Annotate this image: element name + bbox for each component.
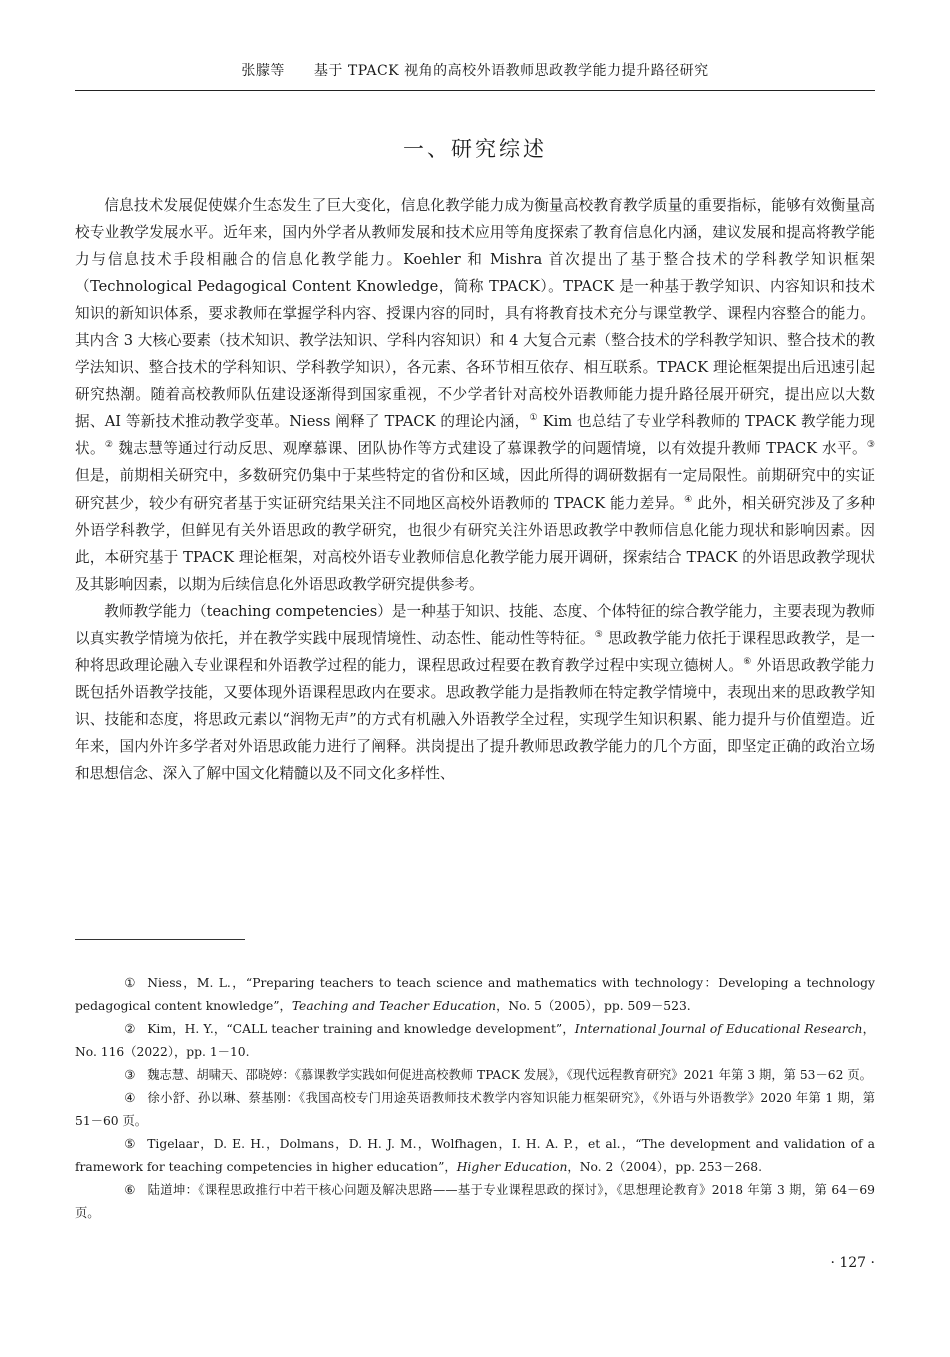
body-text: [75, 192, 875, 787]
text-run: 外语思政教学能力既包括外语教学技能，又要体现外语课程思政内在要求。思政教学能力是指教师在特定教学情境中，表现出来的思政教学知识、技能和态度，将思政元素以“润物无声”的方式有机融入外语教学全过程，实现学生知识积累、能力提升与价值塑造。近年来，国内外许多学者对外语思政能力进行了阐释。洪岗提出了提升教师思政教学能力的几个方面，即坚定正确的政治立场和思想信念、深入了解中国文化精髓以及不同文化多样性、: [75, 656, 875, 782]
footnote-1: [75, 972, 875, 1018]
footnote-6: [75, 1179, 875, 1225]
footnote-4: [75, 1087, 875, 1133]
section-title: 一、研究综述: [403, 137, 547, 161]
text-run: 教师教学能力（teaching competencies）是一种基于知识、技能、态度、个体特征的综合教学能力，主要表现为教师以真实教学情境为依托，并在教学实践中展现情境性、动态性、能动性等特征。: [75, 602, 875, 647]
footnote-rule: [75, 939, 245, 940]
journal-name: International Journal of Educational Research: [574, 1022, 863, 1036]
text-run: 思政教学能力依托于课程思政教学，是一种将思政理论融入专业课程和外语教学过程的能力，课程思政过程要在教育教学过程中实现立德树人。: [75, 629, 875, 674]
footnote-text: ，No. 5（2005），pp. 509－523.: [496, 999, 691, 1013]
text-run: 魏志慧等通过行动反思、观摩慕课、团队协作等方式建设了慕课教学的问题情境，以有效提升教师 TPACK 水平。: [113, 440, 867, 458]
footnote-number: ①: [124, 976, 136, 990]
footnote-number: ⑥: [124, 1183, 136, 1197]
text-run: 此外，相关研究涉及了多种外语学科教学，但鲜见有关外语思政的教学研究，也很少有研究关注外语思政教学中教师信息化能力现状和影响因素。因此，本研究基于 TPACK 理论框架，对高校外语专业教师信息化教学能力展开调研，探索结合 TPACK 的外语思政教学现状及其影响因素，以期为后续信息化外语思政教学研究提供参考。: [75, 494, 876, 593]
footnote-ref[interactable]: ⑤: [594, 629, 604, 640]
footnote-ref[interactable]: ②: [104, 440, 114, 451]
footnote-ref[interactable]: ⑥: [743, 656, 752, 667]
footnote-text: 徐小舒、孙以琳、蔡基刚：《我国高校专门用途英语教师技术教学内容知识能力框架研究》，《外语与外语教学》2020 年第 1 期，第 51－60 页。: [75, 1091, 875, 1128]
footnote-text: Kim，H. Y.，“CALL teacher training and knowledge development”，: [147, 1022, 575, 1036]
footnote-ref[interactable]: ①: [529, 413, 538, 424]
footnote-text: Niess，M. L.，“Preparing teachers to teach science and mathematics with technology：Developing a technology pedagogical content knowledge”，: [75, 976, 875, 1013]
paragraph-2: [75, 598, 875, 787]
journal-name: Teaching and Teacher Education: [291, 999, 497, 1013]
footnote-text: ，No. 116（2022），pp. 1－10.: [75, 1022, 875, 1059]
footnotes: [75, 972, 875, 1225]
journal-name: Higher Education: [456, 1160, 568, 1174]
footnote-text: ，No. 2（2004），pp. 253－268.: [567, 1160, 763, 1174]
footnote-text: 魏志慧、胡啸天、邵晓婷：《慕课教学实践如何促进高校教师 TPACK 发展》，《现代远程教育研究》2021 年第 3 期，第 53－62 页。: [147, 1068, 872, 1082]
footnote-text: Tigelaar，D. E. H.，Dolmans，D. H. J. M.，Wolfhagen，I. H. A. P.，et al.，“The development and validation of a framework for teaching competencies in higher education”，: [75, 1137, 875, 1174]
footnote-ref[interactable]: ④: [684, 494, 693, 505]
page-number: · 127 ·: [830, 1255, 875, 1271]
footnote-number: ②: [124, 1022, 136, 1036]
footnote-5: [75, 1133, 875, 1179]
header-rule: [75, 90, 875, 91]
running-header: 张朦等 基于 TPACK 视角的高校外语教师思政教学能力提升路径研究: [241, 63, 709, 79]
text-run: 但是，前期相关研究中，多数研究仍集中于某些特定的省份和区域，因此所得的调研数据有一定局限性。前期研究中的实证研究甚少，较少有研究者基于实证研究结果关注不同地区高校外语教师的 TPACK 能力差异。: [75, 467, 875, 512]
text-run: 信息技术发展促使媒介生态发生了巨大变化，信息化教学能力成为衡量高校教育教学质量的重要指标，能够有效衡量高校专业教学发展水平。近年来，国内外学者从教师发展和技术应用等角度探索了教育信息化内涵，建议发展和提高将教学能力与信息技术手段相融合的信息化教学能力。Koehler 和 Mishra 首次提出了基于整合技术的学科教学知识框架（Technological Pedagogical Content Knowledge，简称 TPACK）。TPACK 是一种基于教学知识、内容知识和技术知识的新知识体系，要求教师在掌握学科内容、授课内容的同时，具有将教育技术充分与课堂教学、课程内容整合的能力。其内含 3 大核心要素（技术知识、教学法知识、学科内容知识）和 4 大复合元素（整合技术的学科教学知识、整合技术的教学法知识、整合技术的学科知识、学科教学知识），各元素、各环节相互依存、相互联系。TPACK 理论框架提出后迅速引起研究热潮。随着高校教师队伍建设逐渐得到国家重视，不少学者针对高校外语教师能力提升路径展开研究，提出应以大数据、AI 等新技术推动教学变革。Niess 阐释了 TPACK 的理论内涵，: [75, 197, 875, 431]
footnote-number: ④: [124, 1091, 136, 1105]
footnote-text: 陆道坤：《课程思政推行中若干核心问题及解决思路——基于专业课程思政的探讨》，《思想理论教育》2018 年第 3 期，第 64－69 页。: [75, 1183, 875, 1220]
paragraph-1: [75, 192, 875, 598]
text-run: Kim 也总结了专业学科教师的 TPACK 教学能力现状。: [75, 413, 875, 458]
footnote-number: ③: [124, 1068, 136, 1082]
footnote-ref[interactable]: ③: [866, 440, 875, 451]
footnote-3: [75, 1064, 875, 1087]
footnote-2: [75, 1018, 875, 1064]
footnote-number: ⑤: [124, 1137, 136, 1151]
